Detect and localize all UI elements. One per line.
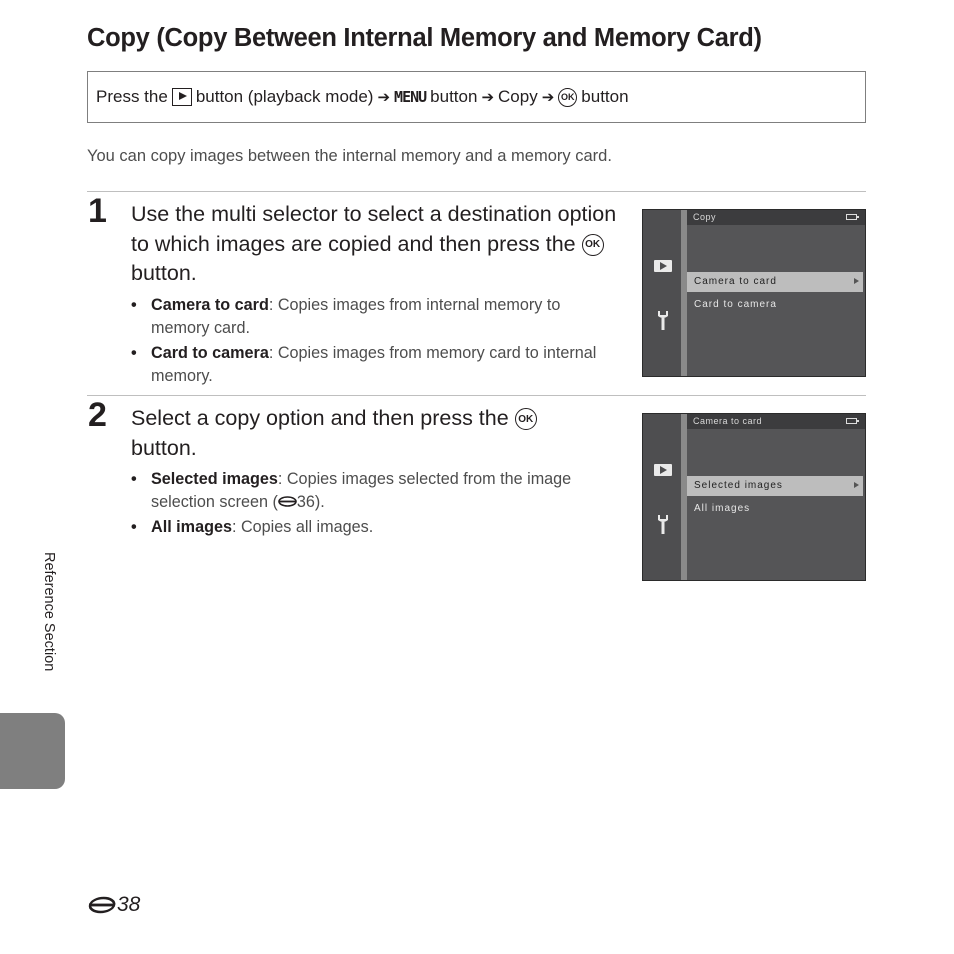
screen-title bbox=[687, 414, 865, 429]
playback-button-icon bbox=[172, 88, 192, 106]
bullet-list bbox=[131, 468, 621, 542]
step-instruction bbox=[131, 200, 621, 289]
camera-screen-copy bbox=[642, 209, 866, 377]
bullet-desc: : Copies all images. bbox=[231, 518, 374, 536]
bullet-desc: : Copies images from internal memory to memory card. bbox=[151, 296, 561, 337]
divider bbox=[87, 191, 866, 192]
ok-button-icon: OK bbox=[582, 234, 604, 256]
intro-text: You can copy images between the internal memory and a memory card. bbox=[87, 147, 612, 165]
menu-item-label: Card to camera bbox=[694, 299, 777, 310]
page-title: Copy (Copy Between Internal Memory and Memory Card) bbox=[87, 24, 762, 52]
bullet-list bbox=[131, 294, 621, 390]
wrench-icon bbox=[654, 513, 672, 535]
bullet-desc: : Copies images from memory card to internal memory. bbox=[151, 344, 597, 385]
bullet-desc: : Copies images selected from the image selection screen ( bbox=[151, 470, 572, 511]
camera-screen-camera-to-card bbox=[642, 413, 866, 581]
playback-menu-icon bbox=[654, 260, 672, 272]
arrow-right-icon: ➔ bbox=[481, 89, 495, 106]
screen-tab-column bbox=[643, 414, 681, 580]
operation-path-box bbox=[87, 71, 866, 123]
menu-item-label: All images bbox=[694, 503, 751, 514]
step-number: 1 bbox=[88, 192, 107, 230]
list-item bbox=[131, 468, 621, 513]
step-number: 2 bbox=[88, 396, 107, 434]
menu-button-icon: MENU bbox=[394, 88, 427, 106]
page-reference: 36 bbox=[296, 492, 315, 511]
path-after-play-text: button (playback mode) bbox=[195, 87, 374, 106]
chevron-right-icon bbox=[854, 482, 859, 488]
list-item bbox=[131, 516, 621, 539]
page-number-text: 38 bbox=[117, 893, 141, 916]
page-number bbox=[87, 893, 140, 917]
screen-title-text: Camera to card bbox=[693, 416, 763, 426]
screen-title-text: Copy bbox=[693, 212, 717, 222]
list-item bbox=[131, 294, 621, 339]
screen-separator bbox=[681, 210, 687, 376]
path-after-ok-text: button bbox=[581, 87, 629, 106]
step-instruction-text-end: button. bbox=[131, 261, 197, 285]
step-instruction-text: Use the multi selector to select a destination option to which images are copied and then press the bbox=[131, 202, 617, 256]
bullet-term: Camera to card bbox=[151, 296, 269, 314]
bullet-term: Card to camera bbox=[151, 344, 269, 362]
reference-section-icon bbox=[278, 496, 297, 507]
menu-item-label: Selected images bbox=[694, 480, 783, 491]
bullet-desc-end: ). bbox=[314, 492, 325, 511]
playback-menu-icon bbox=[654, 464, 672, 476]
menu-item-selected-images[interactable] bbox=[687, 476, 863, 496]
menu-item-all-images[interactable] bbox=[687, 499, 863, 519]
path-after-menu-text: button bbox=[430, 87, 478, 106]
bullet-term: All images bbox=[151, 518, 232, 536]
battery-icon bbox=[846, 418, 857, 424]
list-item bbox=[131, 342, 621, 387]
menu-item-label: Camera to card bbox=[694, 276, 777, 287]
step-instruction-text: Select a copy option and then press the bbox=[131, 406, 509, 430]
arrow-right-icon: ➔ bbox=[377, 89, 391, 106]
arrow-right-icon: ➔ bbox=[541, 89, 555, 106]
menu-item-camera-to-card[interactable] bbox=[687, 272, 863, 292]
step-instruction bbox=[131, 404, 561, 463]
chevron-right-icon bbox=[854, 278, 859, 284]
screen-separator bbox=[681, 414, 687, 580]
section-tab bbox=[0, 713, 65, 789]
screen-tab-column bbox=[643, 210, 681, 376]
battery-icon bbox=[846, 214, 857, 220]
ok-button-icon: OK bbox=[558, 88, 577, 107]
path-press-text: Press the bbox=[96, 87, 168, 106]
section-side-label: Reference Section bbox=[41, 552, 57, 672]
divider bbox=[87, 395, 866, 396]
ok-button-icon: OK bbox=[515, 408, 537, 430]
step-instruction-text-end: button. bbox=[131, 435, 197, 460]
bullet-term: Selected images bbox=[151, 470, 278, 488]
wrench-icon bbox=[654, 309, 672, 331]
menu-item-card-to-camera[interactable] bbox=[687, 295, 863, 315]
reference-section-icon bbox=[87, 896, 117, 914]
screen-title bbox=[687, 210, 865, 225]
path-copy-text: Copy bbox=[498, 87, 538, 106]
